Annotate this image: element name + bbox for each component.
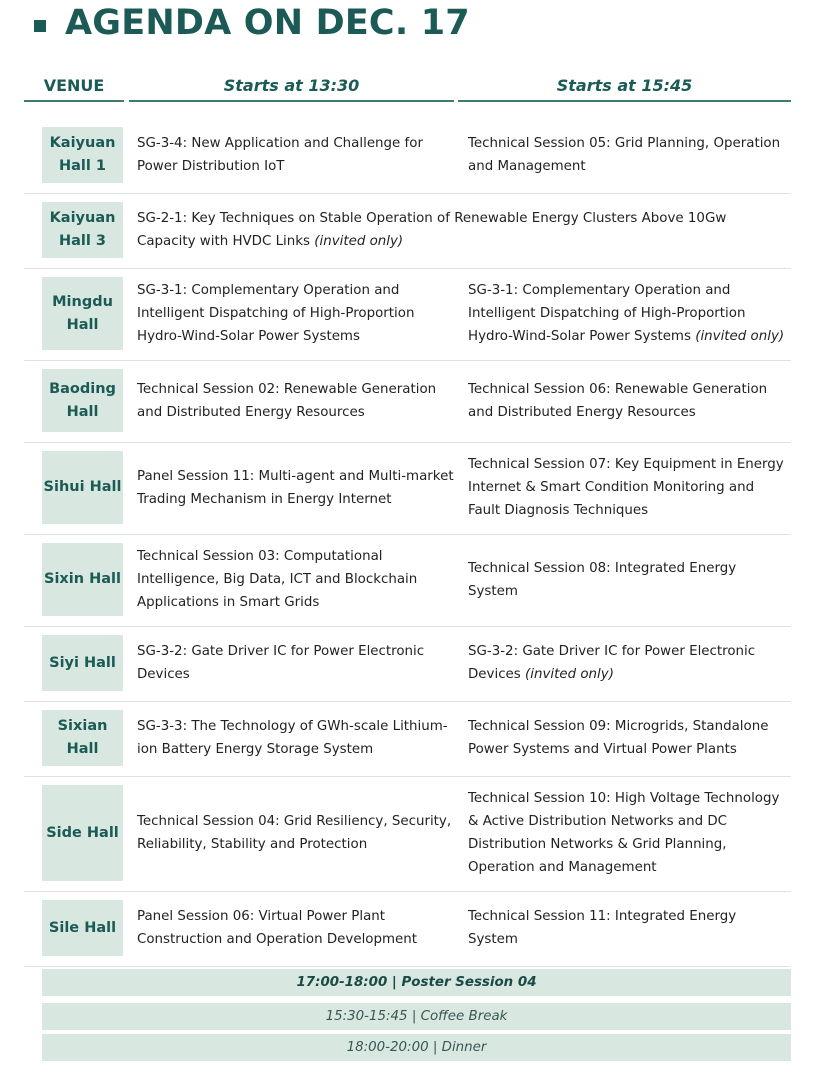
session-cell-1330	[137, 776, 455, 890]
venue-header: VENUE	[24, 74, 124, 102]
session-cell-1545	[468, 360, 788, 441]
session-text: SG-3-1: Complementary Operation and Intelligent Dispatching of High-Proportion Hydro-Wind-Solar Power Systems	[468, 283, 746, 344]
session-text: SG-3-3: The Technology of GWh-scale Lithium-ion Battery Energy Storage System	[137, 719, 448, 757]
session-text: SG-3-1: Complementary Operation and Intelligent Dispatching of High-Proportion Hydro-Wind-Solar Power Systems	[137, 283, 415, 344]
table-row	[24, 193, 791, 269]
venue-label: Sile Hall	[42, 900, 123, 956]
invited-note: (invited only)	[695, 329, 785, 344]
session-cell-1330	[137, 268, 455, 359]
venue-label: Baoding Hall	[42, 369, 123, 432]
table-row	[24, 118, 791, 194]
table-row	[24, 360, 791, 443]
table-row	[24, 442, 791, 535]
session-cell-1545	[468, 442, 788, 533]
venue-label: Siyi Hall	[42, 635, 123, 691]
table-row	[24, 891, 791, 967]
venue-label: Kaiyuan Hall 3	[42, 202, 123, 258]
session-cell-1545	[468, 701, 788, 775]
session-cell-1330	[137, 442, 455, 533]
session-cell-1545	[468, 118, 788, 192]
page-title-wrap	[34, 0, 470, 46]
session-cell-1330	[137, 360, 455, 441]
session-text: Technical Session 07: Key Equipment in Energy Internet & Smart Condition Monitoring and Fault Diagnosis Techniques	[468, 457, 784, 518]
session-cell-1330	[137, 118, 455, 192]
session-text: Technical Session 06: Renewable Generation and Distributed Energy Resources	[468, 381, 768, 420]
invited-note: (invited only)	[314, 234, 404, 249]
session-cell-1545	[468, 534, 788, 625]
venue-label: Kaiyuan Hall 1	[42, 127, 123, 183]
session-text: Technical Session 11: Integrated Energy System	[468, 909, 737, 947]
session-text: Panel Session 11: Multi-agent and Multi-market Trading Mechanism in Energy Internet	[137, 468, 454, 507]
venue-label: Sihui Hall	[42, 451, 123, 524]
session-text: Technical Session 03: Computational Intelligence, Big Data, ICT and Blockchain Applications in Smart Grids	[137, 549, 418, 610]
square-bullet-icon	[34, 20, 46, 32]
slot1-header: Starts at 13:30	[129, 74, 454, 102]
table-row	[24, 776, 791, 892]
table-row	[24, 268, 791, 361]
page-title: AGENDA ON DEC. 17	[65, 3, 470, 43]
venue-label: Sixian Hall	[42, 710, 123, 766]
session-text: SG-3-2: Gate Driver IC for Power Electronic Devices	[137, 644, 425, 682]
schedule-bar: 18:00-20:00 | Dinner	[42, 1034, 791, 1061]
schedule-bar: 17:00-18:00 | Poster Session 04	[42, 969, 791, 996]
session-text: Technical Session 05: Grid Planning, Operation and Management	[468, 136, 781, 174]
session-text: SG-2-1: Key Techniques on Stable Operation of Renewable Energy Clusters Above 10Gw Capacity with HVDC Links	[137, 211, 727, 249]
slot2-header: Starts at 15:45	[458, 74, 791, 102]
session-cell-1330	[137, 534, 455, 625]
session-text: Technical Session 10: High Voltage Technology & Active Distribution Networks and DC Distribution Networks & Grid Planning, Operation and Management	[468, 791, 780, 875]
session-text: SG-3-2: Gate Driver IC for Power Electronic Devices	[468, 644, 756, 682]
table-row	[24, 534, 791, 627]
session-cell-1330	[137, 891, 455, 965]
session-cell-1330	[137, 626, 455, 700]
schedule-bar: 15:30-15:45 | Coffee Break	[42, 1003, 791, 1030]
session-text: Panel Session 06: Virtual Power Plant Construction and Operation Development	[137, 909, 418, 947]
venue-label: Mingdu Hall	[42, 277, 123, 350]
session-text: Technical Session 02: Renewable Generation and Distributed Energy Resources	[137, 381, 437, 420]
venue-label: Sixin Hall	[42, 543, 123, 616]
invited-note: (invited only)	[525, 667, 614, 682]
table-row	[24, 701, 791, 777]
session-text: Technical Session 04: Grid Resiliency, Security, Reliability, Stability and Protection	[137, 814, 452, 852]
session-cell-1330	[137, 701, 455, 775]
venue-label: Side Hall	[42, 785, 123, 881]
session-text: SG-3-4: New Application and Challenge for Power Distribution IoT	[137, 136, 423, 174]
session-cell-1545	[468, 626, 788, 700]
session-cell-1545	[468, 776, 788, 890]
session-text: Technical Session 09: Microgrids, Standalone Power Systems and Virtual Power Plants	[468, 719, 769, 757]
session-cell-1545	[468, 891, 788, 965]
session-cell-span	[137, 193, 787, 267]
table-row	[24, 626, 791, 702]
session-text: Technical Session 08: Integrated Energy System	[468, 560, 737, 599]
session-cell-1545	[468, 268, 788, 359]
